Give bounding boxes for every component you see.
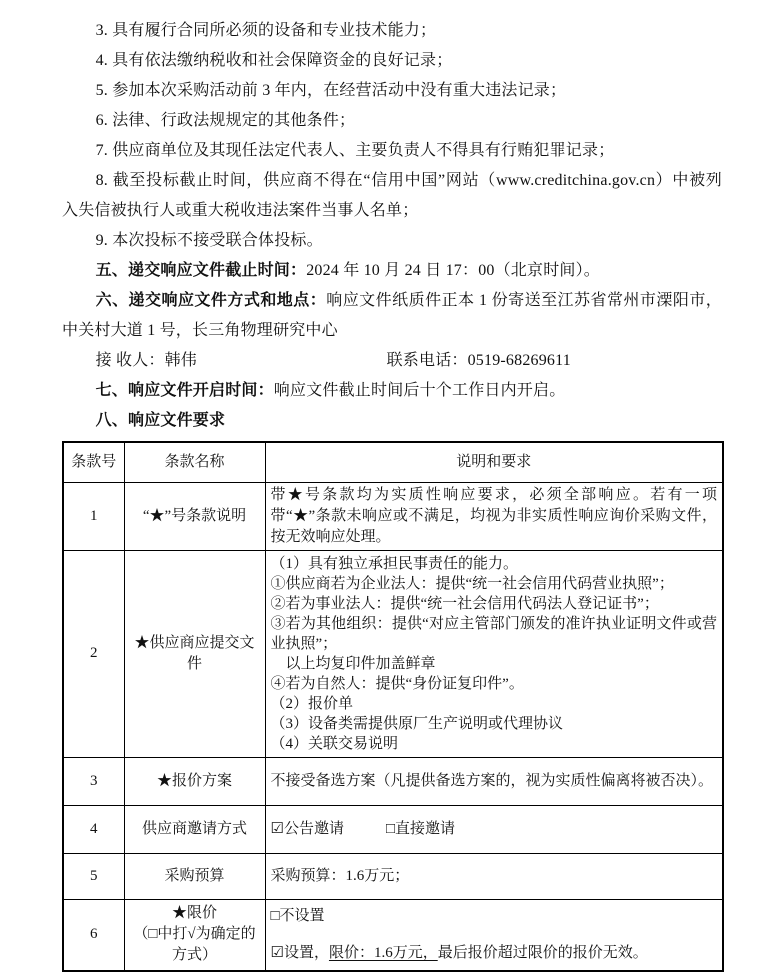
row2-desc-line: ③若为其他组织：提供“对应主管部门颁发的准许执业证明文件或营业执照”； bbox=[270, 615, 717, 652]
row1-desc-text: 带★号条款均为实质性响应要求，必须全部响应。若有一项带“★”条款未响应或不满足，均视为非实质性响应询价采购文件，按无效响应处理。 bbox=[270, 486, 717, 545]
row4-name: 供应商邀请方式 bbox=[124, 805, 265, 853]
row2-desc-line: （4）关联交易说明 bbox=[270, 735, 399, 752]
table-row-3 bbox=[63, 757, 723, 805]
list-item-8: 8. 截至投标截止时间，供应商不得在“信用中国”网站（www.creditchina.gov.cn）中被列入失信被执行人或重大税收违法案件当事人名单； bbox=[62, 172, 722, 219]
header-clause-name: 条款名称 bbox=[124, 442, 265, 482]
table-header-row bbox=[63, 442, 723, 482]
row1-desc bbox=[265, 482, 723, 550]
section-6-delivery bbox=[62, 286, 722, 346]
section-7-opening bbox=[62, 376, 722, 406]
checkbox-checked-option: ☑公告邀请 bbox=[270, 820, 344, 837]
row2-desc-line: ②若为事业法人：提供“统一社会信用代码法人登记证书”； bbox=[270, 595, 659, 612]
row2-desc bbox=[265, 550, 723, 757]
table-row-5 bbox=[63, 853, 723, 899]
row5-no: 5 bbox=[63, 853, 124, 899]
row3-no: 3 bbox=[63, 757, 124, 805]
limit-set-suffix: 最后报价超过限价的报价无效。 bbox=[437, 944, 648, 961]
limit-value-underlined: 限价：1.6万元， bbox=[328, 944, 438, 961]
section-5-text: 2024 年 10 月 24 日 17：00（北京时间）。 bbox=[306, 262, 601, 279]
list-item-3: 3. 具有履行合同所必须的设备和专业技术能力； bbox=[95, 22, 437, 39]
row1-name: “★”号条款说明 bbox=[124, 482, 265, 550]
limit-set-option bbox=[271, 943, 718, 964]
row2-name: ★供应商应提交文件 bbox=[124, 550, 265, 757]
row5-desc: 采购预算：1.6万元； bbox=[265, 853, 723, 899]
table-row-2 bbox=[63, 550, 723, 757]
table-row-6 bbox=[63, 899, 723, 971]
row6-name-line2: （□中打√为确定的方式） bbox=[133, 926, 256, 964]
row4-desc bbox=[265, 805, 723, 853]
row6-desc bbox=[265, 899, 723, 971]
row4-no: 4 bbox=[63, 805, 124, 853]
requirements-table bbox=[62, 441, 724, 972]
checkbox-set-prefix: ☑设置， bbox=[270, 944, 329, 961]
section-5-deadline bbox=[62, 256, 722, 286]
row6-no: 6 bbox=[63, 899, 124, 971]
limit-not-set-option: □不设置 bbox=[270, 907, 325, 924]
table-row-4 bbox=[63, 805, 723, 853]
row2-desc-line: 以上均复印件加盖鲜章 bbox=[270, 655, 436, 672]
section-5-label: 五、递交响应文件截止时间： bbox=[95, 262, 307, 279]
list-item-7: 7. 供应商单位及其现任法定代表人、主要负责人不得具有行贿犯罪记录； bbox=[95, 142, 615, 159]
section-7-label: 七、响应文件开启时间： bbox=[95, 382, 274, 399]
row2-desc-line: ①供应商若为企业法人：提供“统一社会信用代码营业执照”； bbox=[270, 575, 674, 592]
row2-desc-line: （3）设备类需提供原厂生产说明或代理协议 bbox=[270, 715, 564, 732]
table-row-1 bbox=[63, 482, 723, 550]
contact-receiver: 接 收人：韩伟 bbox=[95, 352, 197, 369]
row5-name: 采购预算 bbox=[124, 853, 265, 899]
row3-name: ★报价方案 bbox=[124, 757, 265, 805]
section-8-requirements bbox=[62, 406, 722, 436]
contact-line bbox=[62, 346, 722, 376]
list-item-4: 4. 具有依法缴纳税收和社会保障资金的良好记录； bbox=[95, 52, 453, 69]
list-item-6: 6. 法律、行政法规规定的其他条件； bbox=[95, 112, 356, 129]
contact-phone: 联系电话：0519-68269611 bbox=[386, 352, 571, 369]
row6-name bbox=[124, 899, 265, 971]
row3-desc: 不接受备选方案（凡提供备选方案的，视为实质性偏离将被否决）。 bbox=[265, 757, 723, 805]
section-6-label: 六、递交响应文件方式和地点： bbox=[95, 292, 327, 309]
section-6-text: 响应文件纸质件正本 1 份寄送至江苏省常州市溧阳市，中关村大道 1 号，长三角物理研究中心 bbox=[62, 292, 722, 339]
list-item-9: 9. 本次投标不接受联合体投标。 bbox=[95, 232, 323, 249]
checkbox-unchecked-option: □直接邀请 bbox=[385, 820, 456, 837]
row2-no: 2 bbox=[63, 550, 124, 757]
list-item-5: 5. 参加本次采购活动前 3 年内，在经营活动中没有重大违法记录； bbox=[95, 82, 567, 99]
header-clause-desc: 说明和要求 bbox=[265, 442, 723, 482]
section-7-text: 响应文件截止时间后十个工作日内开启。 bbox=[273, 382, 566, 399]
row2-desc-line: （1）具有独立承担民事责任的能力。 bbox=[270, 555, 519, 572]
row1-no: 1 bbox=[63, 482, 124, 550]
row2-desc-line: （2）报价单 bbox=[270, 695, 354, 712]
row2-desc-line: ④若为自然人：提供“身份证复印件”。 bbox=[270, 675, 524, 692]
header-clause-no: 条款号 bbox=[63, 442, 124, 482]
section-8-label: 八、响应文件要求 bbox=[95, 412, 226, 429]
row6-name-line1: ★限价 bbox=[171, 905, 217, 922]
